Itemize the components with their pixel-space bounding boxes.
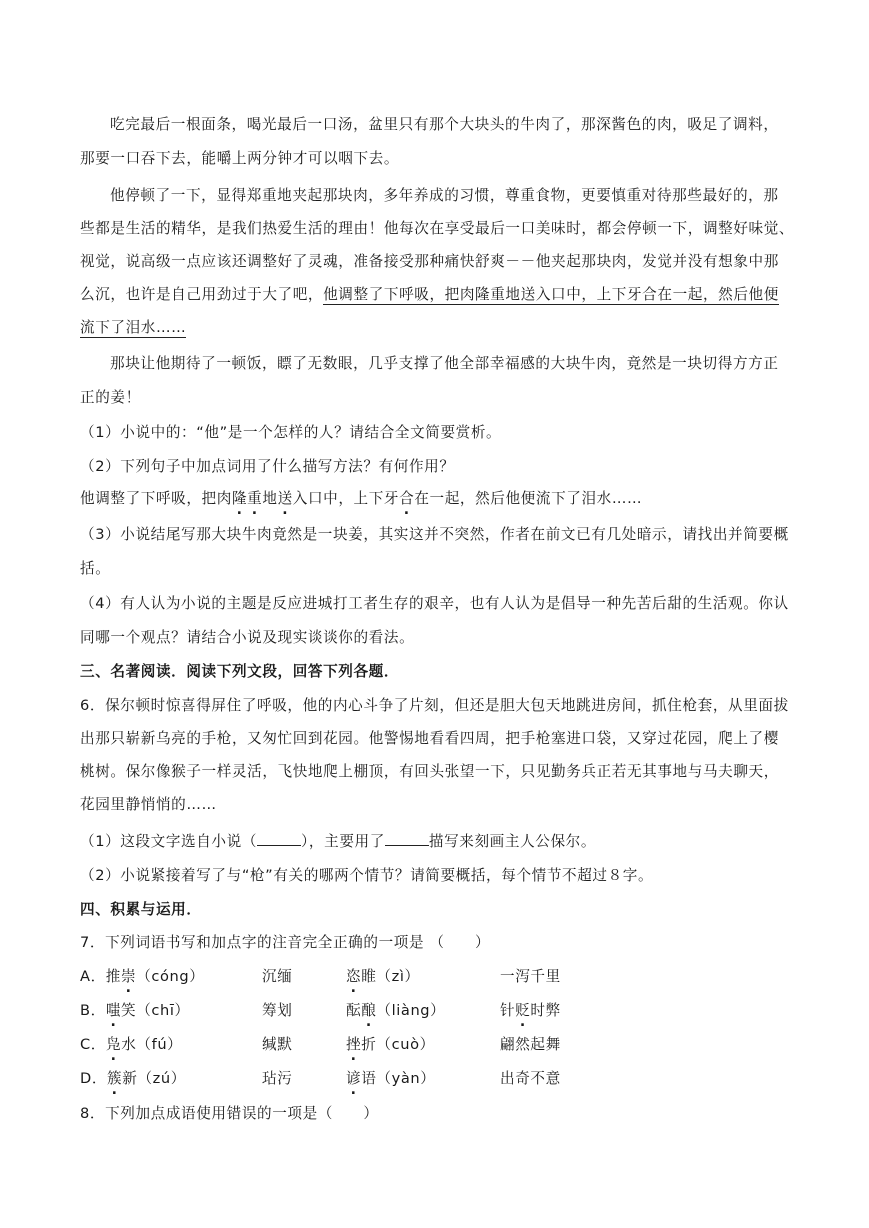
- question-3-cont: 括。: [80, 560, 111, 577]
- question-text: ），主要用了: [301, 833, 385, 850]
- option-c-word4: 翩然起舞: [500, 1036, 561, 1053]
- option-c-word2: 缄默: [262, 1036, 293, 1053]
- question-text: 描写来刻画主人公保尔。: [428, 833, 597, 850]
- underlined-sentence: 他调整了下呼吸，把肉隆重地送入口中，上下牙合在一起，然后他便: [323, 286, 779, 303]
- option-b-word3: 酝酿（liàng）: [346, 1002, 446, 1019]
- question-4: （4）有人认为小说的主题是反应进城打工者生存的艰辛，也有人认为是倡导一种先苦后甜的生活观。你认: [80, 595, 789, 612]
- option-a-word1: A．推崇（cóng）: [80, 968, 205, 985]
- answer-blank[interactable]: [385, 845, 429, 846]
- option-d-word2: 玷污: [262, 1070, 293, 1087]
- q6-subquestion-2: （2）小说紧接着写了与“枪”有关的哪两个情节？请简要概括，每个情节不超过８字。: [80, 867, 654, 884]
- option-a-word4: 一泻千里: [500, 968, 561, 985]
- option-d-word1: D．簇新（zú）: [80, 1070, 186, 1087]
- section-heading: 三、名著阅读．阅读下列文段，回答下列各题．: [80, 663, 400, 680]
- option-b-word1: B．嗤笑（chī）: [80, 1002, 190, 1019]
- q6-text: 出那只崭新乌亮的手枪，又匆忙回到花园。他警惕地看看四周，把手枪塞进口袋，又穿过花园，爬上了樱: [80, 730, 779, 747]
- option-b-word4: 针贬时弊: [500, 1002, 561, 1019]
- question-2: （2）下列句子中加点词用了什么描写方法？有何作用？: [80, 458, 455, 475]
- sentence-text: 地: [262, 490, 278, 507]
- passage-line: 那块让他期待了一顿饭，瞟了无数眼，几乎支撑了他全部幸福感的大块牛肉，竟然是一块切得方方正: [110, 355, 779, 372]
- question-2-sentence: [80, 487, 642, 508]
- sentence-text: 入口中，上下牙: [292, 490, 400, 507]
- section-heading: 四、积累与运用．: [80, 901, 202, 918]
- passage-line: 那要一口吞下去，能嚼上两分钟才可以咽下去。: [80, 150, 400, 167]
- option-a-word2: 沉缅: [262, 968, 293, 985]
- option-a-word3: 恣睢（zì）: [346, 968, 420, 985]
- passage-line: 他停顿了一下，显得郑重地夹起那块肉，多年养成的习惯，尊重食物，更要慎重对待那些最好的，那: [110, 187, 779, 204]
- passage-line: 视觉，说高级一点应该还调整好了灵魂，准备接受那种痛快舒爽－－他夹起那块肉，发觉并没有想象中那: [80, 253, 779, 270]
- option-c-word1: C．凫水（fú）: [80, 1036, 183, 1053]
- q6-text: 6．保尔顿时惊喜得屏住了呼吸，他的内心斗争了片刻，但还是胆大包天地跳进房间，抓住枪套，从里面拔: [80, 697, 789, 714]
- question-1: （1）小说中的：“他”是一个怎样的人？请结合全文简要赏析。: [80, 424, 502, 441]
- question-4-cont: 同哪一个观点？请结合小说及现实谈谈你的看法。: [80, 629, 415, 646]
- passage-line: 些都是生活的精华，是我们热爱生活的理由！他每次在享受最后一口美味时，都会停顿一下，调整好味觉、: [80, 220, 795, 237]
- passage-line: 吃完最后一根面条，喝光最后一口汤，盆里只有那个大块头的牛肉了，那深酱色的肉，吸足了调料，: [110, 116, 779, 133]
- q6-text: 桃树。保尔像猴子一样灵活，飞快地爬上棚顶，有回头张望一下，只见勤务兵正若无其事地与马夫聊天，: [80, 763, 779, 780]
- sentence-text: 他调整了下呼吸，把肉: [80, 490, 232, 507]
- q6-subquestion-1: [80, 830, 596, 851]
- answer-blank[interactable]: [257, 845, 301, 846]
- passage-line: 正的姜！: [80, 389, 141, 406]
- option-d-word3: 谚语（yàn）: [346, 1070, 436, 1087]
- passage-text: 么沉，也许是自己用劲过于大了吧，: [80, 286, 324, 303]
- sentence-text: 在一起，然后他便流下了泪水……: [414, 490, 643, 507]
- question-7: 7．下列词语书写和加点字的注音完全正确的一项是 （ ）: [80, 934, 491, 951]
- underlined-sentence: 流下了泪水……: [80, 319, 187, 336]
- passage-line: [80, 316, 186, 337]
- dotted-char: 隆: [231, 490, 248, 507]
- question-8: 8．下列加点成语使用错误的一项是（ ）: [80, 1105, 379, 1122]
- option-b-word2: 筹划: [262, 1002, 293, 1019]
- q6-text: 花园里静悄悄的……: [80, 796, 217, 813]
- question-3: （3）小说结尾写那大块牛肉竟然是一块姜，其实这并不突然，作者在前文已有几处暗示，请找出并简要概: [80, 526, 789, 543]
- dotted-char: 合: [399, 490, 415, 507]
- passage-line: [80, 283, 779, 304]
- option-d-word4: 出奇不意: [500, 1070, 561, 1087]
- question-text: （1）这段文字选自小说（: [80, 833, 258, 850]
- option-c-word3: 挫折（cuò）: [346, 1036, 435, 1053]
- dotted-char: 重: [247, 490, 263, 507]
- dotted-char: 送: [277, 490, 293, 507]
